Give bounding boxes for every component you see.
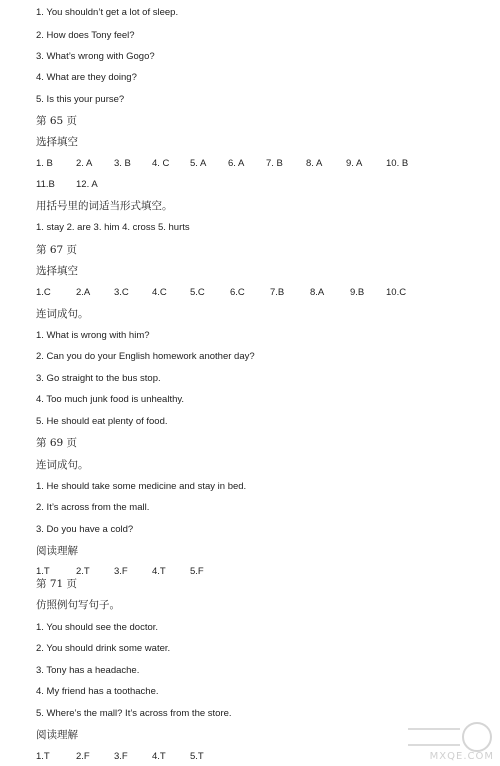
answer-item: 1.C: [36, 287, 51, 298]
answer-item: 6.C: [230, 287, 245, 298]
answer-line: 1. You shouldn’t get a lot of sleep.: [36, 7, 179, 18]
answer-item: 4. C: [152, 158, 170, 169]
answer-item: 4.T: [152, 751, 166, 762]
answer-item: 6. A: [228, 158, 245, 169]
answer-item: 5. A: [190, 158, 207, 169]
section-heading: 连词成句。: [36, 459, 89, 471]
section-heading: 阅读理解: [36, 545, 78, 557]
answer-line: 2. How does Tony feel?: [36, 30, 135, 41]
answer-line: 4. My friend has a toothache.: [36, 686, 159, 697]
watermark-logo-bar: [408, 728, 460, 746]
answer-item: 3. B: [114, 158, 131, 169]
section-heading: 仿照例句写句子。: [36, 599, 120, 611]
answer-item: 11.B: [36, 179, 55, 190]
answer-item: 4.T: [152, 566, 166, 577]
answer-item: 2. A: [76, 158, 93, 169]
answer-item: 4.C: [152, 287, 167, 298]
answer-item: 2.T: [76, 566, 90, 577]
answer-item: 8. A: [306, 158, 323, 169]
section-heading: 连词成句。: [36, 308, 89, 320]
answer-line: 4. Too much junk food is unhealthy.: [36, 394, 185, 405]
answer-item: 10. B: [386, 158, 409, 169]
answer-line: 1. stay 2. are 3. him 4. cross 5. hurts: [36, 222, 190, 233]
answer-line: 3. What’s wrong with Gogo?: [36, 51, 155, 62]
answer-item: 5.C: [190, 287, 205, 298]
answer-line: 5. He should eat plenty of food.: [36, 416, 168, 427]
answer-item: 5.T: [190, 751, 204, 762]
answer-item: 2.A: [76, 287, 91, 298]
answer-item: 5.F: [190, 566, 204, 577]
answer-item: 9. A: [346, 158, 363, 169]
answer-line: 5. Is this your purse?: [36, 94, 125, 105]
watermark-logo-icon: [462, 722, 492, 752]
answer-line: 3. Go straight to the bus stop.: [36, 373, 161, 384]
page-heading-71: 第 71 页: [36, 578, 78, 590]
watermark-text: MXQE.COM: [429, 751, 494, 762]
answer-item: 3.F: [114, 751, 128, 762]
answer-item: 3.C: [114, 287, 129, 298]
answer-item: 2.F: [76, 751, 90, 762]
answer-line: 1. What is wrong with him?: [36, 330, 150, 341]
site-watermark: [408, 722, 494, 762]
answer-line: 3. Do you have a cold?: [36, 524, 134, 535]
answer-item: 10.C: [386, 287, 407, 298]
answer-item: 7. B: [266, 158, 283, 169]
answer-line: 2. Can you do your English homework another day?: [36, 351, 255, 362]
section-heading: 选择填空: [36, 136, 78, 148]
answer-item: 1.T: [36, 751, 50, 762]
answer-line: 4. What are they doing?: [36, 72, 137, 83]
section-heading: 选择填空: [36, 265, 78, 277]
answer-item: 8.A: [310, 287, 325, 298]
page-heading-65: 第 65 页: [36, 115, 78, 127]
answer-item: 7.B: [270, 287, 285, 298]
answer-item: 12. A: [76, 179, 98, 190]
page-heading-67: 第 67 页: [36, 244, 78, 256]
section-heading: 阅读理解: [36, 729, 78, 741]
answer-line: 1. You should see the doctor.: [36, 622, 159, 633]
answer-line: 2. You should drink some water.: [36, 643, 171, 654]
answer-line: 3. Tony has a headache.: [36, 665, 140, 676]
answer-line: 5. Where’s the mall? It’s across from the store.: [36, 708, 232, 719]
answer-item: 1. B: [36, 158, 53, 169]
answer-line: 1. He should take some medicine and stay in bed.: [36, 481, 247, 492]
answer-item: 9.B: [350, 287, 365, 298]
answer-line: 2. It’s across from the mall.: [36, 502, 150, 513]
page-heading-69: 第 69 页: [36, 437, 78, 449]
answer-item: 1.T: [36, 566, 50, 577]
answer-item: 3.F: [114, 566, 128, 577]
section-heading: 用括号里的词适当形式填空。: [36, 200, 173, 212]
